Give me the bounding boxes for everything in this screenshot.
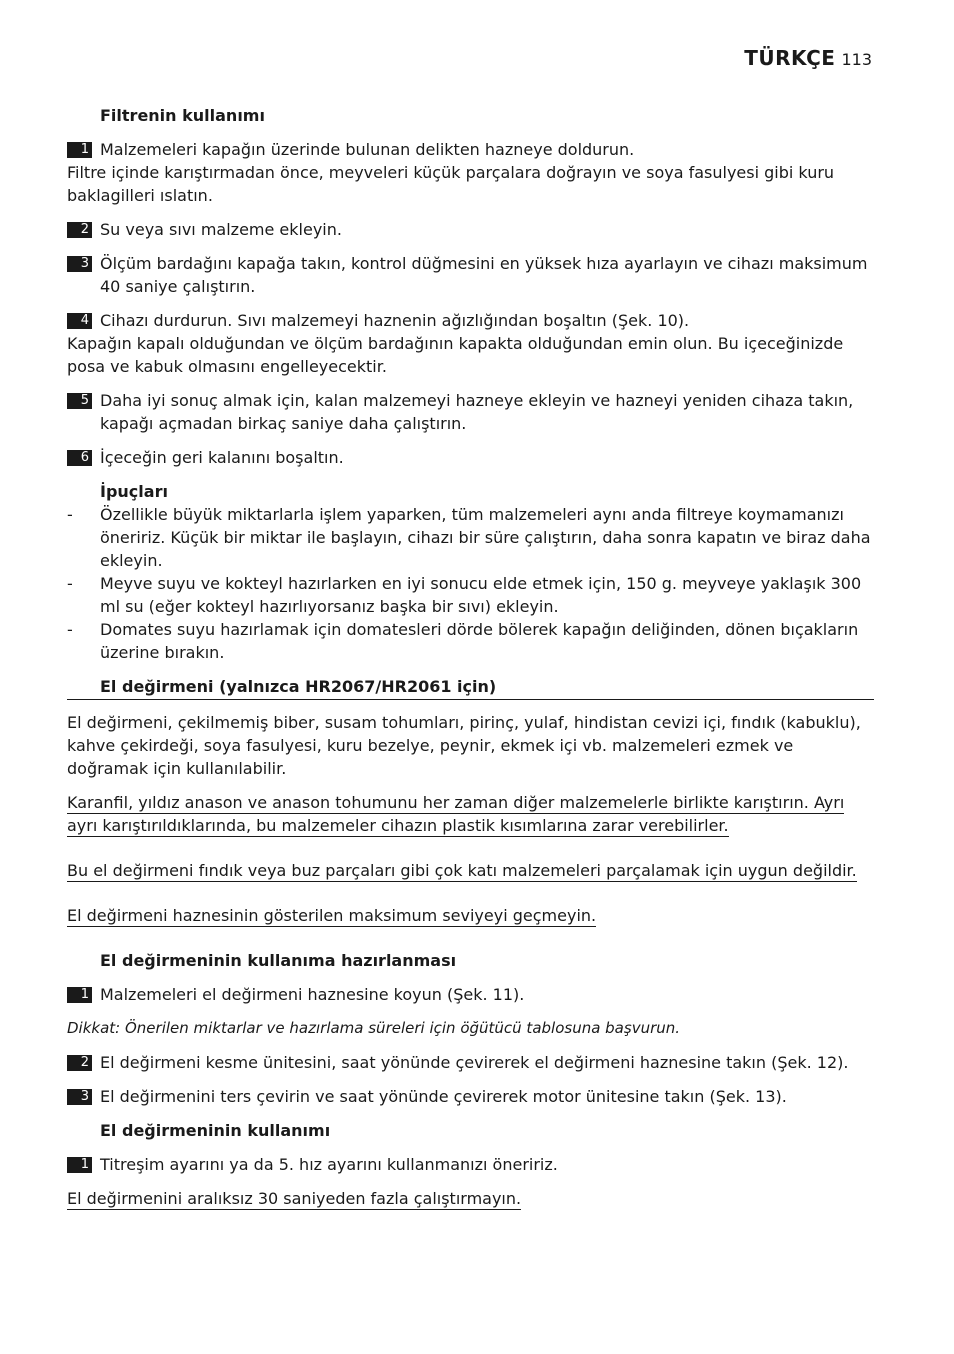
step-number-badge: 2	[67, 222, 92, 238]
step-item	[67, 389, 874, 435]
step-text: İçeceğin geri kalanını boşaltın.	[100, 448, 344, 467]
tip-item	[67, 618, 874, 664]
section-heading-tips: İpuçları	[100, 482, 168, 501]
tip-text: Domates suyu hazırlamak için domatesleri dörde bölerek kapağın deliğinden, dönen bıçakların üzerine bırakın.	[100, 620, 859, 662]
step-text: El değirmenini ters çevirin ve saat yönünde çevirerek motor ünitesine takın (Şek. 13).	[100, 1087, 787, 1106]
tip-text: Meyve suyu ve kokteyl hazırlarken en iyi sonucu elde etmek için, 150 g. meyveye yaklaşık 300 ml su (eğer kokteyl hazırlıyorsanız başka bir sıvı) ekleyin.	[100, 574, 862, 616]
step-item	[67, 1153, 874, 1176]
step-number-badge: 1	[67, 1157, 92, 1173]
tip-item	[67, 572, 874, 618]
step-item	[67, 1085, 874, 1108]
step-note: Filtre içinde karıştırmadan önce, meyveleri küçük parçalara doğrayın ve soya fasulyesi gibi kuru baklagilleri ıslatın.	[67, 163, 835, 205]
section-heading-mill-use: El değirmeninin kullanımı	[100, 1121, 331, 1140]
step-text: Ölçüm bardağını kapağa takın, kontrol düğmesini en yüksek hıza ayarlayın ve cihazı maksimum 40 saniye çalıştırın.	[100, 254, 868, 296]
warning-text: Karanfil, yıldız anason ve anason tohumunu her zaman diğer malzemelerle birlikte karıştırın. Ayrı ayrı karıştırıldıklarında, bu malzemeler cihazın plastik kısımlarına zarar verebilirler.	[67, 793, 845, 835]
caution-note: Dikkat: Önerilen miktarlar ve hazırlama süreleri için öğütücü tablosuna başvurun.	[67, 1019, 681, 1037]
step-item	[67, 1051, 874, 1074]
step-item	[67, 983, 874, 1006]
step-note: Kapağın kapalı olduğundan ve ölçüm bardağının kapakta olduğundan emin olun. Bu içeceğinizde posa ve kabuk olmasını engelleyecektir.	[67, 334, 844, 376]
step-number-badge: 1	[67, 987, 92, 1003]
step-item	[67, 309, 874, 332]
step-item	[67, 138, 874, 161]
step-number-badge: 6	[67, 450, 92, 466]
mill-intro: El değirmeni, çekilmemiş biber, susam tohumları, pirinç, yulaf, hindistan cevizi içi, fındık (kabuklu), kahve çekirdeği, soya fasulyesi, kuru bezelye, peynir, ekmek içi vb. malzemeleri ezmek ve doğramak için kullanılabilir.	[67, 713, 861, 778]
tip-text: Özellikle büyük miktarlarla işlem yaparken, tüm malzemeleri aynı anda filtreye koymamanızı öneririz. Küçük bir miktar ile başlayın, cihazı bir süre çalıştırın, daha sonra kapatın ve biraz daha ekleyin.	[100, 505, 871, 570]
step-item	[67, 252, 874, 298]
warning-text: El değirmenini aralıksız 30 saniyeden fazla çalıştırmayın.	[67, 1189, 522, 1208]
step-text: Cihazı durdurun. Sıvı malzemeyi haznenin ağızlığından boşaltın (Şek. 10).	[100, 311, 690, 330]
step-number-badge: 5	[67, 393, 92, 409]
step-text: Titreşim ayarını ya da 5. hız ayarını kullanmanızı öneririz.	[100, 1155, 558, 1174]
page-number: 113	[841, 50, 872, 69]
step-number-badge: 4	[67, 313, 92, 329]
step-number-badge: 3	[67, 256, 92, 272]
step-text: Su veya sıvı malzeme ekleyin.	[100, 220, 342, 239]
manual-content	[67, 104, 874, 1210]
language-label: TÜRKÇE	[744, 46, 836, 70]
section-heading-filter-usage: Filtrenin kullanımı	[100, 106, 265, 125]
step-text: Malzemeleri kapağın üzerinde bulunan delikten hazneye doldurun.	[100, 140, 635, 159]
section-heading-mill: El değirmeni (yalnızca HR2067/HR2061 için)	[67, 675, 874, 700]
step-item	[67, 218, 874, 241]
section-heading-mill-prep: El değirmeninin kullanıma hazırlanması	[100, 951, 457, 970]
dash-bullet: -	[67, 574, 73, 593]
step-text: Malzemeleri el değirmeni haznesine koyun (Şek. 11).	[100, 985, 525, 1004]
page-header	[744, 46, 872, 70]
step-item	[67, 446, 874, 469]
step-text: El değirmeni kesme ünitesini, saat yönünde çevirerek el değirmeni haznesine takın (Şek. 12).	[100, 1053, 849, 1072]
warning-text: El değirmeni haznesinin gösterilen maksimum seviyeyi geçmeyin.	[67, 906, 597, 925]
step-number-badge: 3	[67, 1089, 92, 1105]
step-text: Daha iyi sonuç almak için, kalan malzemeyi hazneye ekleyin ve hazneyi yeniden cihaza takın, kapağı açmadan birkaç saniye daha çalıştırın.	[100, 391, 854, 433]
step-number-badge: 2	[67, 1055, 92, 1071]
warning-text: Bu el değirmeni fındık veya buz parçaları gibi çok katı malzemeleri parçalamak için uygun değildir.	[67, 861, 857, 880]
dash-bullet: -	[67, 620, 73, 639]
dash-bullet: -	[67, 505, 73, 524]
step-number-badge: 1	[67, 142, 92, 158]
tip-item	[67, 503, 874, 572]
